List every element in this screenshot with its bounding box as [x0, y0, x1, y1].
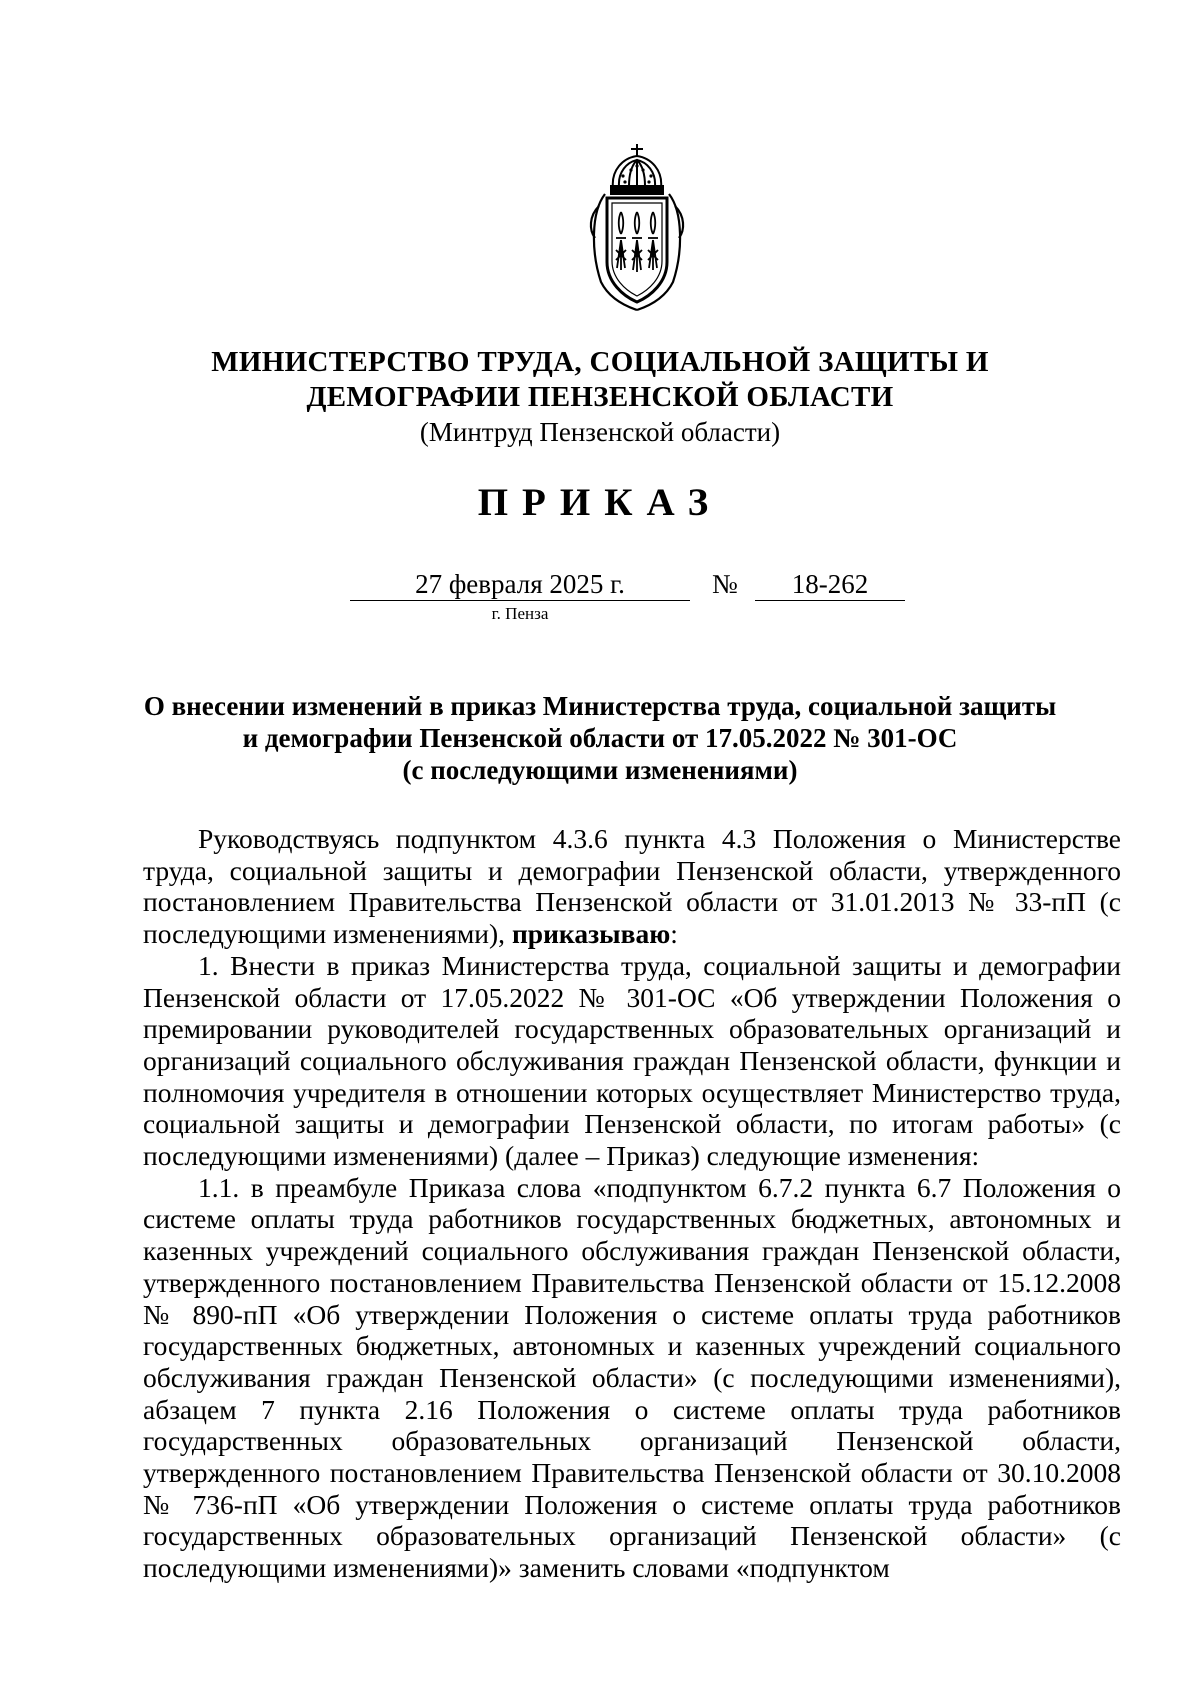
order-number: 18-262	[755, 568, 905, 601]
paragraph-item-1: 1. Внести в приказ Министерства труда, социальной защиты и демографии Пензенской области от 17.05.2022 № 301-ОС «Об утверждении Положения о премировании руководителей государственных образовательных организаций и организаций социального обслуживания граждан Пензенской области, функции и полномочия учредителя в отношении которых осуществляет Министерство труда, социальной защиты и демографии Пензенской области, по итогам работы» (с последующими изменениями) (далее – Приказ) следующие изменения:	[143, 949, 1121, 1172]
order-body	[143, 823, 1121, 1584]
order-number-sign: №	[712, 569, 738, 599]
ministry-name-line1: МИНИСТЕРСТВО ТРУДА, СОЦИАЛЬНОЙ ЗАЩИТЫ И	[211, 346, 989, 378]
order-date: 27 февраля 2025 г.	[350, 568, 690, 601]
order-subject	[120, 690, 1080, 786]
paragraph-item-1-1: 1.1. в преамбуле Приказа слова «подпунктом 6.7.2 пункта 6.7 Положения о системе оплаты труда работников государственных бюджетных, автономных и казенных учреждений социального обслуживания граждан Пензенской области, утвержденного постановлением Правительства Пензенской области от 15.12.2008 № 890-пП «Об утверждении Положения о системе оплаты труда работников государственных бюджетных, автономных и казенных учреждений социального обслуживания граждан Пензенской области» (с последующими изменениями), абзацем 7 пункта 2.16 Положения о системе оплаты труда работников государственных образовательных организаций Пензенской области, утвержденного постановлением Правительства Пензенской области от 30.10.2008 № 736-пП «Об утверждении Положения о системе оплаты труда работников государственных образовательных организаций Пензенской области» (с последующими изменениями)» заменить словами «подпунктом	[143, 1171, 1121, 1584]
subject-line2: и демографии Пензенской области от 17.05.2022 № 301-ОС	[242, 723, 958, 753]
order-city: г. Пенза	[491, 604, 549, 623]
preamble-colon: :	[670, 918, 678, 950]
subject-line3: (с последующими изменениями)	[402, 755, 798, 785]
paragraph-preamble	[143, 823, 1121, 950]
ministry-short-name: (Минтруд Пензенской области)	[419, 417, 781, 447]
ministry-header	[150, 345, 1050, 449]
order-title: ПРИКАЗ	[477, 481, 723, 524]
subject-line1: О внесении изменений в приказ Министерства труда, социальной защиты	[143, 691, 1057, 721]
coat-of-arms-icon	[585, 142, 689, 314]
ministry-name-line2: ДЕМОГРАФИИ ПЕНЗЕНСКОЙ ОБЛАСТИ	[306, 381, 894, 413]
preamble-decree-word: приказываю	[511, 918, 671, 950]
preamble-text: Руководствуясь подпунктом 4.3.6 пункта 4.3 Положения о Министерстве труда, социальной защиты и демографии Пензенской области, утвержденного постановлением Правительства Пензенской области от 31.01.2013 № 33-пП (с последующими изменениями),	[143, 823, 1121, 950]
